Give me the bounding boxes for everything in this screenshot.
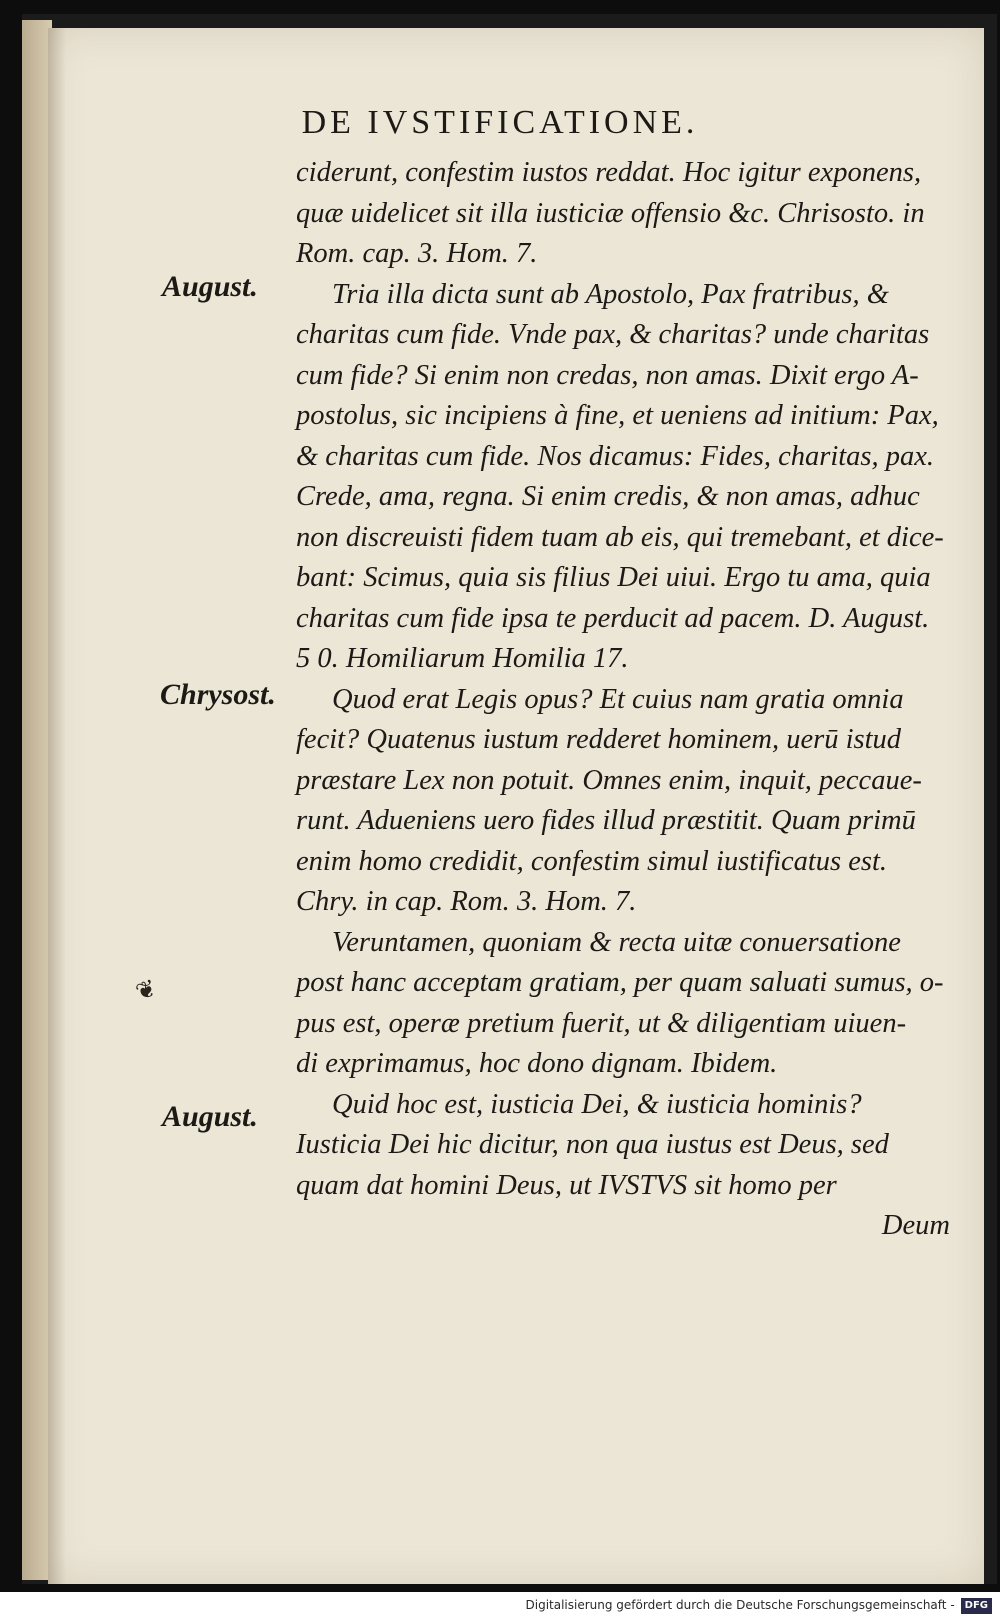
text-line: bant: Scimus, quia sis filius Dei uiui. Ergo tu ama, quia [296,562,931,593]
text-line: Chry. in cap. Rom. 3. Hom. 7. [296,886,637,917]
text-line: non discreuisti fidem tuam ab eis, qui tremebant, et dice- [296,521,944,553]
margin-note-august-1: August. [162,270,258,303]
text-line: Quid hoc est, iusticia Dei, & iusticia hominis? [332,1088,862,1120]
running-head: DE IVSTIFICATIONE. [301,104,699,141]
text-line: enim homo credidit, confestim simul iustificatus est. [296,845,888,877]
text-line: post hanc acceptam gratiam, per quam saluati sumus, o- [296,967,944,998]
text-line: Tria illa dicta sunt ab Apostolo, Pax fratribus, & [332,278,889,310]
text-line: præstare Lex non potuit. Omnes enim, inquit, peccaue- [296,764,922,796]
margin-note-august-2: August. [162,1100,258,1133]
dfg-logo: DFG [961,1598,992,1614]
text-line: postolus, sic incipiens à fine, et ueniens ad initium: Pax, [296,400,939,431]
margin-note-chrysost: Chrysost. [160,678,276,711]
text-line: & charitas cum fide. Nos dicamus: Fides, charitas, pax. [296,440,935,472]
text-line: Crede, ama, regna. Si enim credis, & non amas, adhuc [296,481,920,512]
catchword: Deum [881,1210,950,1241]
handwritten-mark: ❦ [131,973,161,1007]
text-line: Rom. cap. 3. Hom. 7. [296,238,538,269]
text-line: quæ uidelicet sit illa iusticiæ offensio &c. Chrisosto. in [296,197,925,229]
footer-credit: Digitalisierung gefördert durch die Deutsche Forschungsgemeinschaft - [525,1598,955,1612]
text-line: runt. Adueniens uero fides illud præstitit. Quam primū [296,805,916,836]
text-line: cum fide? Si enim non credas, non amas. Dixit ergo A- [296,359,919,391]
text-line: fecit? Quatenus iustum redderet hominem, uerū istud [296,724,902,755]
text-line: quam dat homini Deus, ut IVSTVS sit homo per [296,1169,837,1201]
text-line: charitas cum fide ipsa te perducit ad pacem. D. August. [296,602,930,634]
text-line: ciderunt, confestim iustos reddat. Hoc igitur exponens, [296,157,922,188]
text-line: charitas cum fide. Vnde pax, & charitas? unde charitas [296,319,930,350]
gutter-shadow [48,28,66,1584]
text-line: 5 0. Homiliarum Homilia 17. [296,643,629,674]
digitization-footer [0,1592,1000,1618]
text-line: Quod erat Legis opus? Et cuius nam gratia omnia [332,683,904,715]
text-line: Iusticia Dei hic dicitur, non qua iustus est Deus, sed [296,1129,889,1160]
text-line: Veruntamen, quoniam & recta uitæ conuersatione [332,926,901,958]
text-line: pus est, operæ pretium fuerit, ut & diligentiam uiuen- [296,1007,907,1039]
text-line: di exprimamus, hoc dono dignam. Ibidem. [296,1048,778,1079]
body-text [296,153,976,1247]
